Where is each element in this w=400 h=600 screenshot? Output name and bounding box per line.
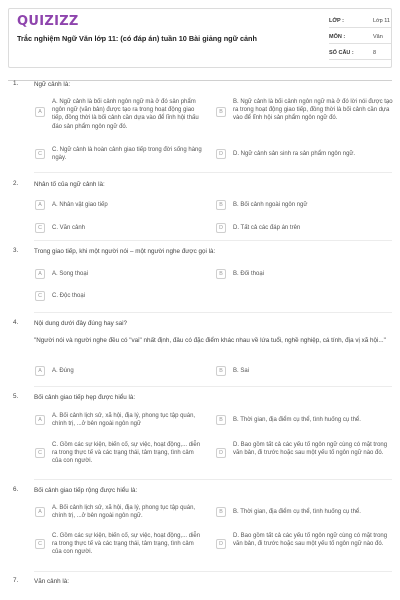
question-separator: [34, 172, 392, 173]
question-separator: [34, 240, 392, 241]
option-text: C. Gồm các sự kiện, biến cố, sự việc, hoạt động,... diễn ra trong thực tế và các trạng thái, tâm trạng, tình cảm của con người.: [52, 533, 201, 556]
question-number: 3.: [13, 247, 19, 254]
option-letter-badge: A: [35, 107, 45, 117]
question-separator: [34, 479, 392, 480]
option-letter-badge: C: [35, 223, 45, 233]
option-text: A. Bối cảnh lịch sử, xã hội, địa lý, phong tục tập quán, chính trị, ...ở bên ngoài ngôn ngữ.: [52, 505, 196, 520]
question-separator: [34, 386, 392, 387]
option-text: C. Độc thoại: [52, 293, 86, 299]
question-text: Ngữ cảnh là:: [34, 81, 71, 88]
option-letter-badge: B: [216, 269, 226, 279]
option-text: B. Ngữ cảnh là bối cảnh ngôn ngữ mà ở đó lời nói được tạo ra trong hoạt động giao tiếp, đồng thời là bối cảnh cần dựa vào để lĩnh hội sản phẩm ngôn ngữ đó.: [233, 99, 393, 122]
option-letter-badge: C: [35, 448, 45, 458]
option-letter-badge: C: [35, 149, 45, 159]
option-letter-badge: A: [35, 415, 45, 425]
worksheet-title: Trắc nghiệm Ngữ Văn lớp 11: (có đáp án) tuần 10 Bài giảng ngữ cảnh: [17, 34, 257, 43]
option-text: C. Văn cảnh: [52, 225, 86, 231]
option-letter-badge: B: [216, 415, 226, 425]
question-text: Trong giao tiếp, khi một người nói – một người nghe được gọi là:: [34, 248, 216, 255]
option-text: C. Gồm các sự kiện, biến cố, sự việc, hoạt động,... diễn ra trong thực tế và các trạng thái, tâm trạng, tình cảm của con người.: [52, 442, 201, 465]
question-separator: [34, 312, 392, 313]
meta-label: SỐ CÂU :: [329, 50, 354, 56]
option-text: D. Bao gồm tất cả các yếu tố ngôn ngữ cùng có mặt trong văn bản, đi trước hoặc sau một yếu tố ngôn ngữ nào đó.: [233, 442, 388, 457]
option-text: C. Ngữ cảnh là hoàn cảnh giao tiếp trong đời sống hàng ngày.: [52, 147, 202, 162]
meta-class: [329, 15, 391, 28]
question-number: 5.: [13, 393, 19, 400]
option-letter-badge: A: [35, 200, 45, 210]
option-text: A. Đúng: [52, 368, 74, 374]
question-number: 7.: [13, 577, 19, 584]
meta-label: MÔN :: [329, 34, 346, 40]
option-letter-badge: B: [216, 200, 226, 210]
option-text: D. Bao gồm tất cả các yếu tố ngôn ngữ cùng có mặt trong văn bản, đi trước hoặc sau một yếu tố ngôn ngữ nào đó.: [233, 533, 388, 548]
meta-value: Lớp 11: [373, 18, 390, 24]
question-text: Bối cảnh giao tiếp hẹp được hiểu là:: [34, 394, 136, 401]
question-quote: "Người nói và người nghe đều có "vai" nhất định, đâu có đặc điểm khác nhau về lứa tuổi, nghề nghiệp, cá tính, địa vị xã hội...": [34, 337, 386, 344]
option-text: B. Thời gian, địa điểm cụ thể, tình huống cụ thể.: [233, 509, 361, 515]
option-text: B. Bối cảnh ngoài ngôn ngữ: [233, 202, 308, 208]
option-letter-badge: D: [216, 223, 226, 233]
option-letter-badge: C: [35, 539, 45, 549]
question-text: Nhân tố của ngữ cảnh là:: [34, 181, 105, 188]
question-separator: [34, 571, 392, 572]
worksheet-header: [8, 8, 392, 68]
question-text: Văn cảnh là:: [34, 578, 70, 585]
option-text: A. Nhân vật giao tiếp: [52, 202, 108, 208]
question-text: Nội dung dưới đây đúng hay sai?: [34, 320, 128, 327]
question-number: 2.: [13, 180, 19, 187]
option-letter-badge: C: [35, 291, 45, 301]
meta-question-count: [329, 47, 391, 60]
option-letter-badge: D: [216, 539, 226, 549]
option-text: D. Ngữ cảnh sản sinh ra sản phẩm ngôn ngữ.: [233, 151, 356, 157]
option-letter-badge: B: [216, 507, 226, 517]
question-text: Bối cảnh giao tiếp rộng được hiểu là:: [34, 487, 138, 494]
option-text: A. Song thoại: [52, 271, 89, 277]
option-letter-badge: B: [216, 107, 226, 117]
option-letter-badge: D: [216, 149, 226, 159]
option-letter-badge: A: [35, 366, 45, 376]
meta-value: 8: [373, 50, 377, 56]
option-letter-badge: A: [35, 507, 45, 517]
option-letter-badge: D: [216, 448, 226, 458]
option-text: B. Thời gian, địa điểm cụ thể, tình huống cụ thể.: [233, 417, 361, 423]
meta-label: LỚP :: [329, 18, 344, 24]
option-text: B. Sai: [233, 368, 250, 374]
quizizz-logo: QUIZIZZ: [17, 14, 79, 29]
option-letter-badge: B: [216, 366, 226, 376]
meta-subject: [329, 31, 391, 44]
question-number: 6.: [13, 486, 19, 493]
option-letter-badge: A: [35, 269, 45, 279]
option-text: D. Tất cả các đáp án trên: [233, 225, 301, 231]
option-text: B. Đối thoại: [233, 271, 265, 277]
question-number: 4.: [13, 319, 19, 326]
option-text: A. Ngữ cảnh là bối cảnh ngôn ngữ mà ở đó sản phẩm ngôn ngữ (văn bản) được tạo ra trong hoạt động giao tiếp, đồng thời là bối cảnh cần dựa vào để lĩnh hội thấu đáo sản phẩm ngôn ngữ đó.: [52, 99, 199, 130]
question-number: 1.: [13, 80, 19, 87]
meta-value: Văn: [373, 34, 383, 40]
option-text: A. Bối cảnh lịch sử, xã hội, địa lý, phong tục tập quán, chính trị, ...ở bên ngoài ngôn ngữ: [52, 413, 196, 428]
